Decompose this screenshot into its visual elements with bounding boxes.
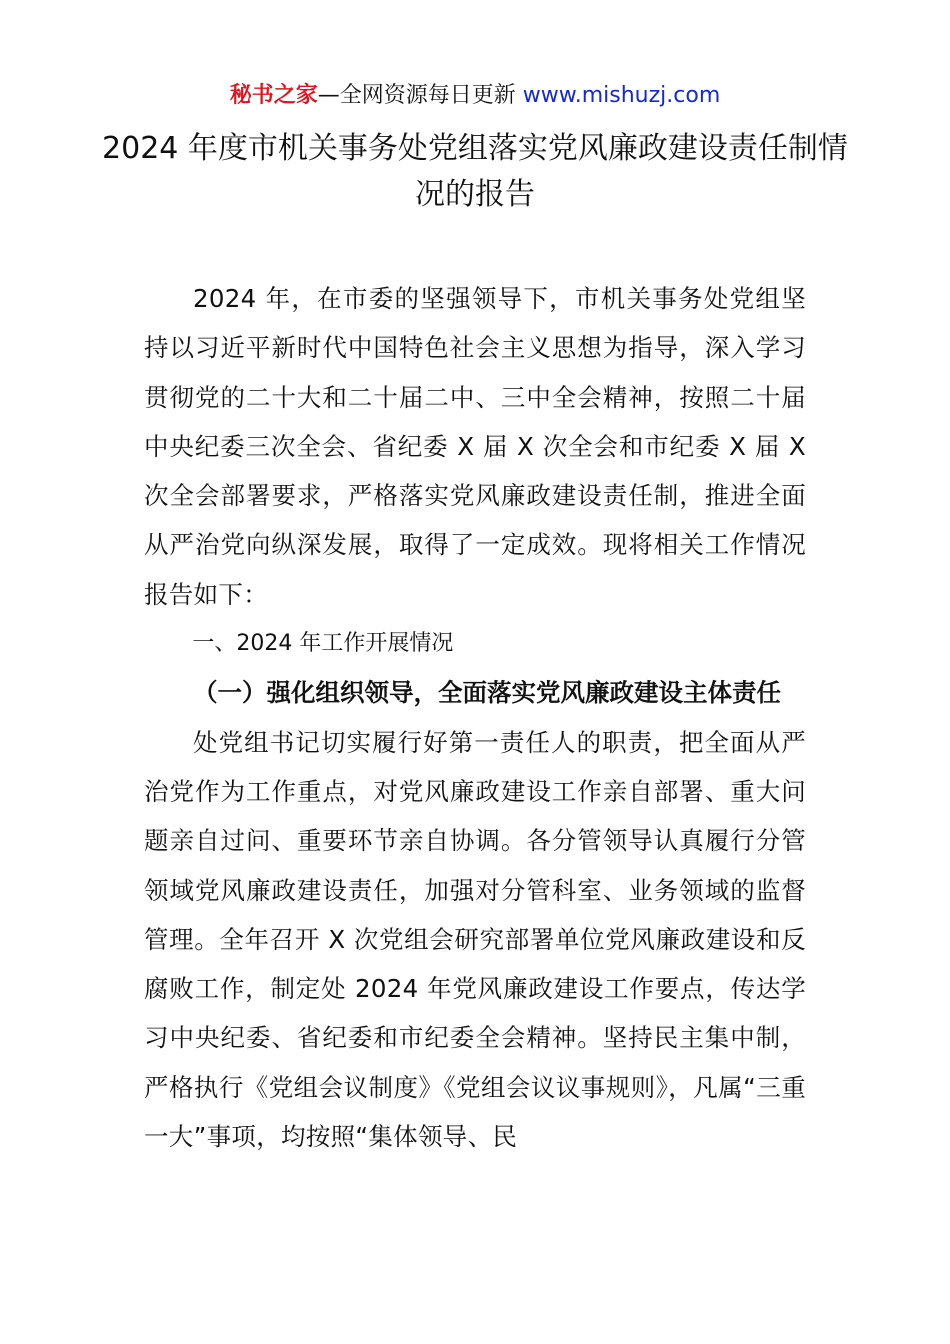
subsection-heading: （一）强化组织领导，全面落实党风廉政建设主体责任: [193, 678, 781, 708]
intro-paragraph: 2024 年，在市委的坚强领导下，市机关事务处党组坚持以习近平新时代中国特色社会主义思想为指导，深入学习贯彻党的二十大和二十届二中、三中全会精神，按照二十届中央纪委三次全会、省纪委 X 届 X 次全会和市纪委 X 届 X 次全会部署要求，严格落实党风廉政建设责任制，推进全面从严治党向纵深发展，取得了一定成效。现将相关工作情况报告如下：: [144, 284, 806, 609]
document-title: 2024 年度市机关事务处党组落实党风廉政建设责任制情况的报告: [102, 131, 848, 212]
document-body: [144, 274, 806, 1161]
site-url-link[interactable]: www.mishuzj.com: [522, 83, 721, 108]
brand-name: 秘书之家: [229, 83, 318, 108]
site-header: [0, 80, 950, 112]
header-tagline: —全网资源每日更新: [317, 83, 523, 108]
subsection-paragraph: 处党组书记切实履行好第一责任人的职责，把全面从严治党作为工作重点，对党风廉政建设工作亲自部署、重大问题亲自过问、重要环节亲自协调。各分管领导认真履行分管领域党风廉政建设责任，加强对分管科室、业务领域的监督管理。全年召开 X 次党组会研究部署单位党风廉政建设和反腐败工作，制定处 2024 年党风廉政建设工作要点，传达学习中央纪委、省纪委和市纪委全会精神。坚持民主集中制，严格执行《党组会议制度》《党组会议议事规则》，凡属“三重一大”事项，均按照“集体领导、民: [144, 727, 806, 1152]
section-heading: 一、2024 年工作开展情况: [192, 631, 454, 657]
